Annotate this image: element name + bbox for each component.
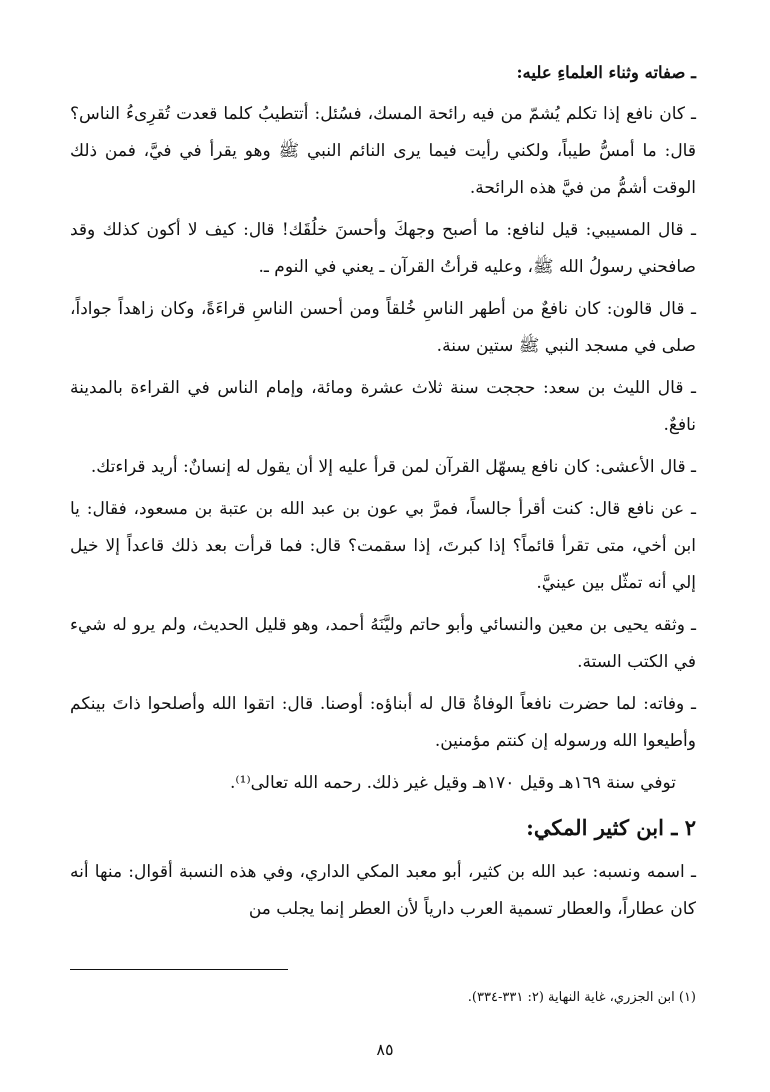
page-number: ٨٥ xyxy=(376,1040,394,1059)
page-body xyxy=(70,58,696,933)
death-date-line: توفي سنة ١٦٩هـ وقيل ١٧٠هـ وقيل غير ذلك. رحمه الله تعالى⁽¹⁾. xyxy=(230,773,676,793)
section-title-ibn-kathir: ٢ ـ ابن كثير المكي: xyxy=(526,815,696,840)
paragraph-layth: ـ قال الليث بن سعد: حججت سنة ثلاث عشرة ومائة، وإمام الناس في القراءة بالمدينة نافعٌ. xyxy=(70,378,696,435)
footnote-divider xyxy=(70,969,288,970)
paragraph-qalun: ـ قال قالون: كان نافعٌ من أطهر الناسِ خُلقاً ومن أحسن الناسِ قراءَةً، وكان زاهداً جواداً، صلى في مسجد النبي ﷺ ستين سنة. xyxy=(70,299,696,356)
paragraph-death: ـ وفاته: لما حضرت نافعاً الوفاةُ قال له أبناؤه: أوصنا. قال: اتقوا الله وأصلحوا ذاتَ بينكم وأطيعوا الله ورسوله إن كنتم مؤمنين. xyxy=(70,694,696,751)
footnote: (١) ابن الجزري، غاية النهاية (٢: ٣٣١-٣٣٤). xyxy=(467,990,696,1005)
section-heading: ـ صفاته وثناء العلماءِ عليه: xyxy=(516,63,696,82)
paragraph-tawthiq: ـ وثقه يحيى بن معين والنسائي وأبو حاتم وليَّنَهُ أحمد، وهو قليل الحديث، ولم يرو له شيء في الكتب الستة. xyxy=(70,615,696,672)
paragraph-lineage: ـ اسمه ونسبه: عبد الله بن كثير، أبو معبد المكي الداري، وفي هذه النسبة أقوال: منها أنه كان عطاراً، والعطار تسمية العرب دارياً لأن العطر إنما يجلب من xyxy=(70,862,696,919)
paragraph-aasha: ـ قال الأعشى: كان نافع يسهّل القرآن لمن قرأ عليه إلا أن يقول له إنسانٌ: أريد قراءتك. xyxy=(90,457,696,477)
paragraph-musayyibi: ـ قال المسيبي: قيل لنافع: ما أصبح وجهكَ وأحسنَ خلُقَك! قال: كيف لا أكون كذلك وقد صافحني رسولُ الله ﷺ، وعليه قرأتُ القرآن ـ يعني في النوم ـ. xyxy=(70,220,696,277)
paragraph-musk: ـ كان نافع إذا تكلم يُشمّ من فيه رائحة المسك، فسُئل: أتتطيبُ كلما قعدت تُقرِىءُ الناس؟ قال: ما أمسُّ طيباً، ولكني رأيت فيما يرى النائم النبي ﷺ وهو يقرأ في فيَّ، فمن ذلك الوقت أشمُّ من فيَّ هذه الرائحة. xyxy=(70,104,696,198)
paragraph-awn: ـ عن نافع قال: كنت أقرأ جالساً، فمرَّ بي عون بن عبد الله بن عتبة بن مسعود، فقال: يا ابن أخي، متى تقرأ قائماً؟ إذا كبرتَ، إذا سقمت؟ قال: فما قرأت بعد ذلك قاعداً إلا خيل إلي أنه تمثّل بين عينيَّ. xyxy=(70,499,696,593)
